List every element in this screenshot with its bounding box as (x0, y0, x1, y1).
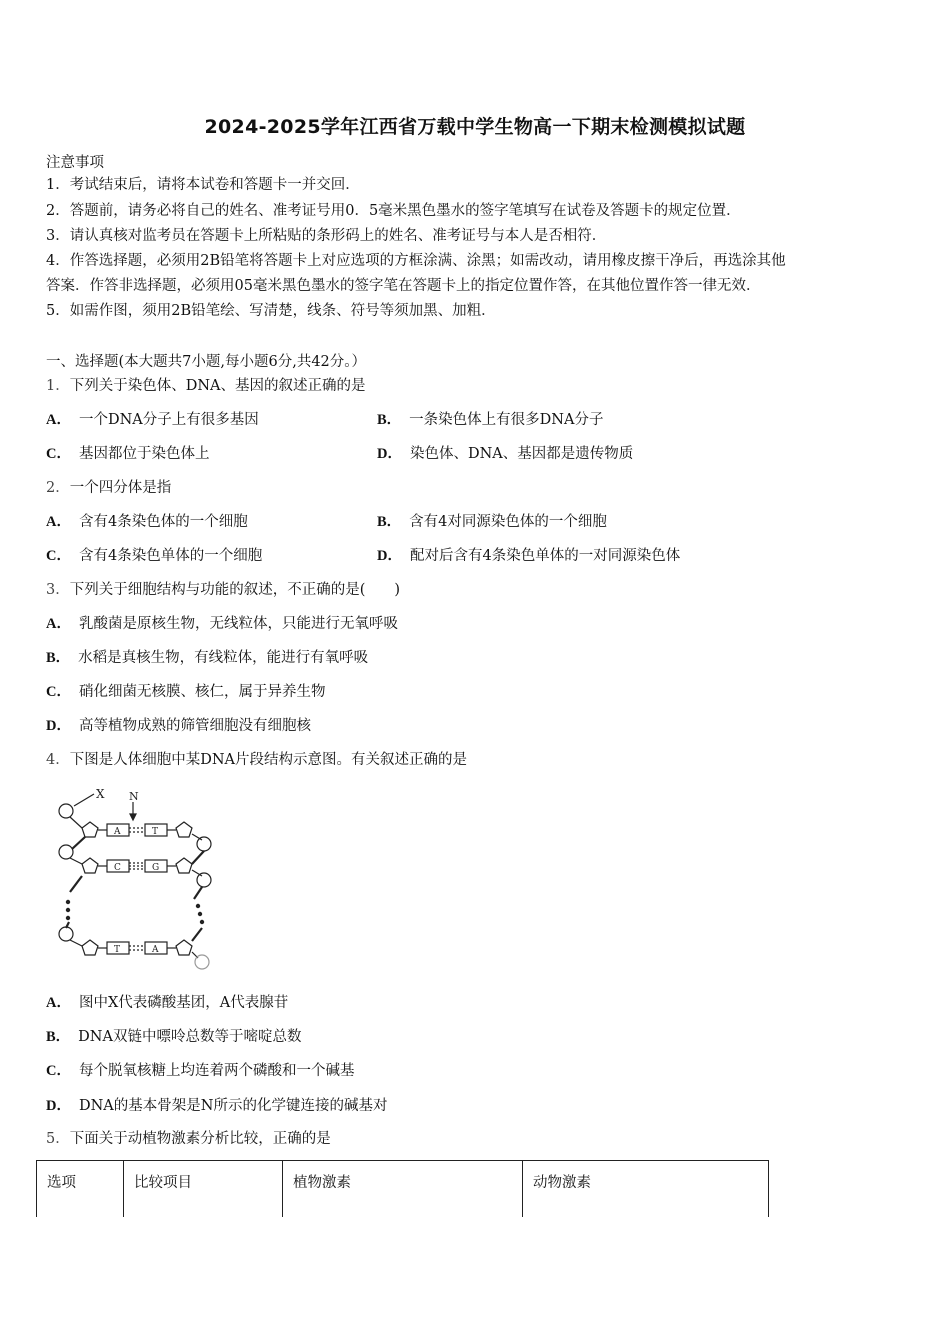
option-b (377, 512, 607, 532)
notice-item: 2．答题前，请务必将自己的姓名、准考证号用0．5毫米黑色墨水的签字笔填写在试卷及答题卡的规定位置． (46, 203, 741, 219)
option-key: A． (46, 616, 71, 632)
table-header-cell: 比较项目 (124, 1161, 283, 1218)
notice-header: 注意事项 (46, 155, 104, 171)
option-text: 染色体、DNA、基因都是遗传物质 (409, 446, 634, 462)
option-b (377, 410, 603, 430)
option-text: 含有4对同源染色体的一个细胞 (409, 514, 607, 530)
option-key: B． (377, 514, 402, 530)
option-c (46, 546, 262, 566)
option-key: D． (46, 1098, 71, 1114)
base-right-3: A (152, 945, 159, 955)
option-key: B． (46, 1029, 71, 1045)
question-2 (46, 478, 171, 498)
option-text: 图中X代表磷酸基团，A代表腺苷 (78, 995, 289, 1011)
comparison-table (36, 1160, 769, 1217)
question-stem: 下面关于动植物激素分析比较，正确的是 (69, 1131, 331, 1147)
table-header-row (37, 1161, 769, 1218)
option-b (46, 648, 368, 668)
option-a (46, 512, 248, 532)
option-text: 一个DNA分子上有很多基因 (78, 412, 259, 428)
section-heading: 一、选择题(本大题共7小题,每小题6分,共42分。） (46, 354, 367, 370)
table-header-cell: 植物激素 (283, 1161, 523, 1218)
dna-structure-diagram (52, 784, 222, 974)
notice-item: 5．如需作图，须用2B铅笔绘、写清楚，线条、符号等须加黑、加粗． (46, 303, 496, 319)
question-number: 2． (46, 480, 70, 496)
option-key: A． (46, 995, 71, 1011)
option-text: DNA双链中嘌呤总数等于嘧啶总数 (78, 1029, 302, 1045)
option-key: C． (46, 548, 71, 564)
option-text: 含有4条染色体的一个细胞 (78, 514, 248, 530)
option-text: 乳酸菌是原核生物，无线粒体，只能进行无氧呼吸 (78, 616, 398, 632)
option-c (46, 444, 209, 464)
option-d (377, 444, 633, 464)
option-key: D． (46, 718, 71, 734)
option-key: A． (46, 514, 71, 530)
option-key: B． (46, 650, 71, 666)
base-left-3: T (114, 945, 121, 955)
option-text: 硝化细菌无核膜、核仁，属于异养生物 (78, 684, 326, 700)
option-key: D． (377, 446, 402, 462)
option-key: A． (46, 412, 71, 428)
option-key: C． (46, 684, 71, 700)
option-d (377, 546, 680, 566)
base-left-2: C (114, 863, 121, 873)
option-d (46, 716, 311, 736)
question-5 (46, 1129, 331, 1149)
option-text: 每个脱氧核糖上均连着两个磷酸和一个碱基 (78, 1063, 355, 1079)
option-key: C． (46, 446, 71, 462)
base-right-1: T (152, 827, 159, 837)
question-stem: 下图是人体细胞中某DNA片段结构示意图。有关叙述正确的是 (69, 752, 468, 768)
option-c (46, 682, 325, 702)
option-key: C． (46, 1063, 71, 1079)
question-stem: 一个四分体是指 (69, 480, 172, 496)
notice-item: 3．请认真核对监考员在答题卡上所粘贴的条形码上的姓名、准考证号与本人是否相符． (46, 228, 607, 244)
option-a (46, 614, 398, 634)
option-a (46, 410, 259, 430)
question-stem: 下列关于染色体、DNA、基因的叙述正确的是 (69, 378, 366, 394)
option-text: 高等植物成熟的筛管细胞没有细胞核 (78, 718, 311, 734)
page-title: 2024-2025学年江西省万载中学生物高一下期末检测模拟试题 (204, 116, 746, 138)
label-n: N (129, 790, 139, 803)
question-number: 5． (46, 1131, 70, 1147)
option-c (46, 1061, 354, 1081)
option-text: DNA的基本骨架是N所示的化学键连接的碱基对 (78, 1098, 388, 1114)
notice-item: 1．考试结束后，请将本试卷和答题卡一并交回． (46, 177, 360, 193)
option-key: D． (377, 548, 402, 564)
question-1 (46, 376, 366, 396)
table-header-cell: 动物激素 (523, 1161, 769, 1218)
question-number: 1． (46, 378, 70, 394)
option-text: 基因都位于染色体上 (78, 446, 210, 462)
option-a (46, 993, 288, 1013)
option-key: B． (377, 412, 402, 428)
question-number: 4． (46, 752, 70, 768)
option-text: 水稻是真核生物，有线粒体，能进行有氧呼吸 (78, 650, 369, 666)
notice-item: 答案．作答非选择题，必须用05毫米黑色墨水的签字笔在答题卡上的指定位置作答，在其他位置作答一律无效． (46, 278, 761, 294)
option-text: 一条染色体上有很多DNA分子 (409, 412, 604, 428)
option-b (46, 1027, 301, 1047)
question-number: 3． (46, 582, 70, 598)
option-d (46, 1096, 387, 1116)
base-right-2: G (152, 863, 160, 873)
question-stem: 下列关于细胞结构与功能的叙述，不正确的是( ) (69, 582, 401, 598)
question-4 (46, 750, 467, 770)
option-text: 配对后含有4条染色单体的一对同源染色体 (409, 548, 681, 564)
option-text: 含有4条染色单体的一个细胞 (78, 548, 263, 564)
label-x: X (96, 787, 105, 801)
question-3 (46, 580, 400, 600)
notice-item: 4．作答选择题，必须用2B铅笔将答题卡上对应选项的方框涂满、涂黑；如需改动，请用橡皮擦干净后，再选涂其他 (46, 253, 786, 269)
table-header-cell: 选项 (37, 1161, 124, 1218)
base-left-1: A (114, 827, 121, 837)
